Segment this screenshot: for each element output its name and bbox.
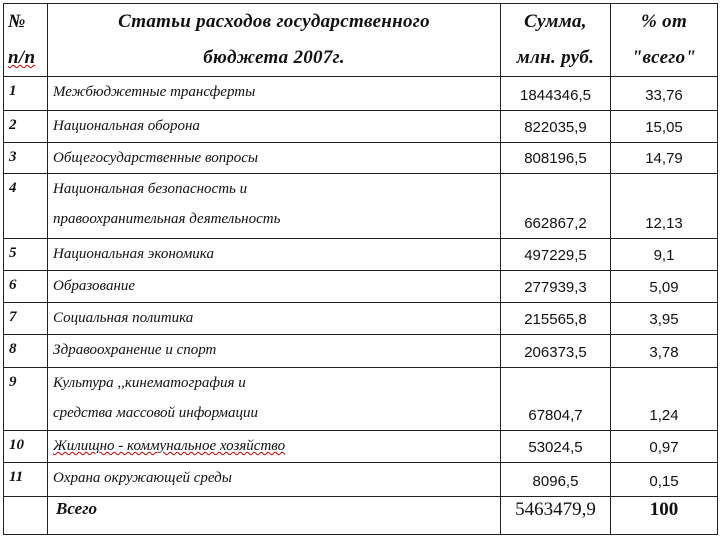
table-row bbox=[4, 368, 718, 431]
header-title-line2: бюджета 2007г. bbox=[203, 47, 345, 68]
row-number: 2 bbox=[4, 111, 48, 143]
row-number: 9 bbox=[4, 368, 48, 431]
row-number: 4 bbox=[4, 174, 48, 239]
header-title bbox=[48, 4, 501, 77]
row-name bbox=[48, 431, 501, 463]
row-name-line1: Культура ,,кинематография и bbox=[53, 375, 246, 391]
row-name bbox=[48, 111, 501, 143]
row-sum: 497229,5 bbox=[501, 239, 611, 271]
row-name bbox=[48, 368, 501, 431]
row-number: 8 bbox=[4, 335, 48, 368]
row-pct: 0,97 bbox=[611, 431, 718, 463]
total-label: Всего bbox=[48, 497, 501, 535]
row-sum: 808196,5 bbox=[501, 143, 611, 174]
total-row bbox=[4, 497, 718, 535]
row-name-line1: Национальная экономика bbox=[53, 246, 214, 262]
total-num-cell bbox=[4, 497, 48, 535]
row-number: 5 bbox=[4, 239, 48, 271]
row-name bbox=[48, 77, 501, 111]
row-name bbox=[48, 143, 501, 174]
row-name bbox=[48, 271, 501, 303]
row-pct: 0,15 bbox=[611, 463, 718, 497]
row-name-line1: Национальная безопасность и bbox=[53, 181, 248, 197]
row-pct: 15,05 bbox=[611, 111, 718, 143]
total-sum: 5463479,9 bbox=[501, 497, 611, 535]
row-pct: 9,1 bbox=[611, 239, 718, 271]
header-pct bbox=[611, 4, 718, 77]
header-num-line2: п/п bbox=[8, 47, 36, 68]
table-row bbox=[4, 431, 718, 463]
row-name bbox=[48, 239, 501, 271]
row-name bbox=[48, 174, 501, 239]
row-sum: 822035,9 bbox=[501, 111, 611, 143]
header-sum-line1: Сумма, bbox=[524, 11, 587, 32]
row-name-line2: средства массовой информации bbox=[53, 405, 258, 421]
row-sum: 215565,8 bbox=[501, 303, 611, 335]
row-name bbox=[48, 335, 501, 368]
header-row bbox=[4, 4, 718, 77]
row-number: 10 bbox=[4, 431, 48, 463]
header-pct-line1: % от bbox=[640, 11, 688, 32]
row-sum: 8096,5 bbox=[501, 463, 611, 497]
table-row bbox=[4, 335, 718, 368]
row-name-line1: Охрана окружающей среды bbox=[53, 470, 232, 486]
row-sum: 1844346,5 bbox=[501, 77, 611, 111]
row-sum: 206373,5 bbox=[501, 335, 611, 368]
table-row bbox=[4, 174, 718, 239]
row-name-line2: правоохранительная деятельность bbox=[53, 211, 281, 227]
total-pct: 100 bbox=[611, 497, 718, 535]
header-title-line1: Статьи расходов государственного bbox=[118, 11, 430, 32]
header-sum-line2: млн. руб. bbox=[516, 47, 595, 68]
table-row bbox=[4, 463, 718, 497]
row-number: 3 bbox=[4, 143, 48, 174]
budget-table bbox=[3, 3, 718, 535]
row-number: 7 bbox=[4, 303, 48, 335]
row-sum: 662867,2 bbox=[501, 174, 611, 239]
table-row bbox=[4, 143, 718, 174]
row-name-line1: Здравоохранение и спорт bbox=[53, 342, 217, 358]
row-number: 11 bbox=[4, 463, 48, 497]
row-name-line1: Межбюджетные трансферты bbox=[53, 84, 256, 100]
header-sum bbox=[501, 4, 611, 77]
header-num bbox=[4, 4, 48, 77]
row-pct: 3,95 bbox=[611, 303, 718, 335]
row-name bbox=[48, 303, 501, 335]
row-sum: 277939,3 bbox=[501, 271, 611, 303]
table-row bbox=[4, 77, 718, 111]
row-pct: 1,24 bbox=[611, 368, 718, 431]
table-row bbox=[4, 303, 718, 335]
row-pct: 33,76 bbox=[611, 77, 718, 111]
row-name-line1: Общегосударственные вопросы bbox=[53, 150, 259, 166]
row-name-line1: Жилищно - коммунальное хозяйство bbox=[53, 438, 286, 454]
row-pct: 5,09 bbox=[611, 271, 718, 303]
row-name bbox=[48, 463, 501, 497]
row-pct: 12,13 bbox=[611, 174, 718, 239]
row-name-line1: Образование bbox=[53, 278, 136, 294]
row-sum: 67804,7 bbox=[501, 368, 611, 431]
header-num-line1: № bbox=[8, 11, 26, 32]
row-number: 6 bbox=[4, 271, 48, 303]
row-pct: 3,78 bbox=[611, 335, 718, 368]
row-number: 1 bbox=[4, 77, 48, 111]
header-pct-line2: "всего" bbox=[631, 47, 697, 68]
row-name-line1: Социальная политика bbox=[53, 310, 194, 326]
row-sum: 53024,5 bbox=[501, 431, 611, 463]
table-row bbox=[4, 271, 718, 303]
table-row bbox=[4, 111, 718, 143]
row-pct: 14,79 bbox=[611, 143, 718, 174]
table-row bbox=[4, 239, 718, 271]
row-name-line1: Национальная оборона bbox=[53, 118, 200, 134]
